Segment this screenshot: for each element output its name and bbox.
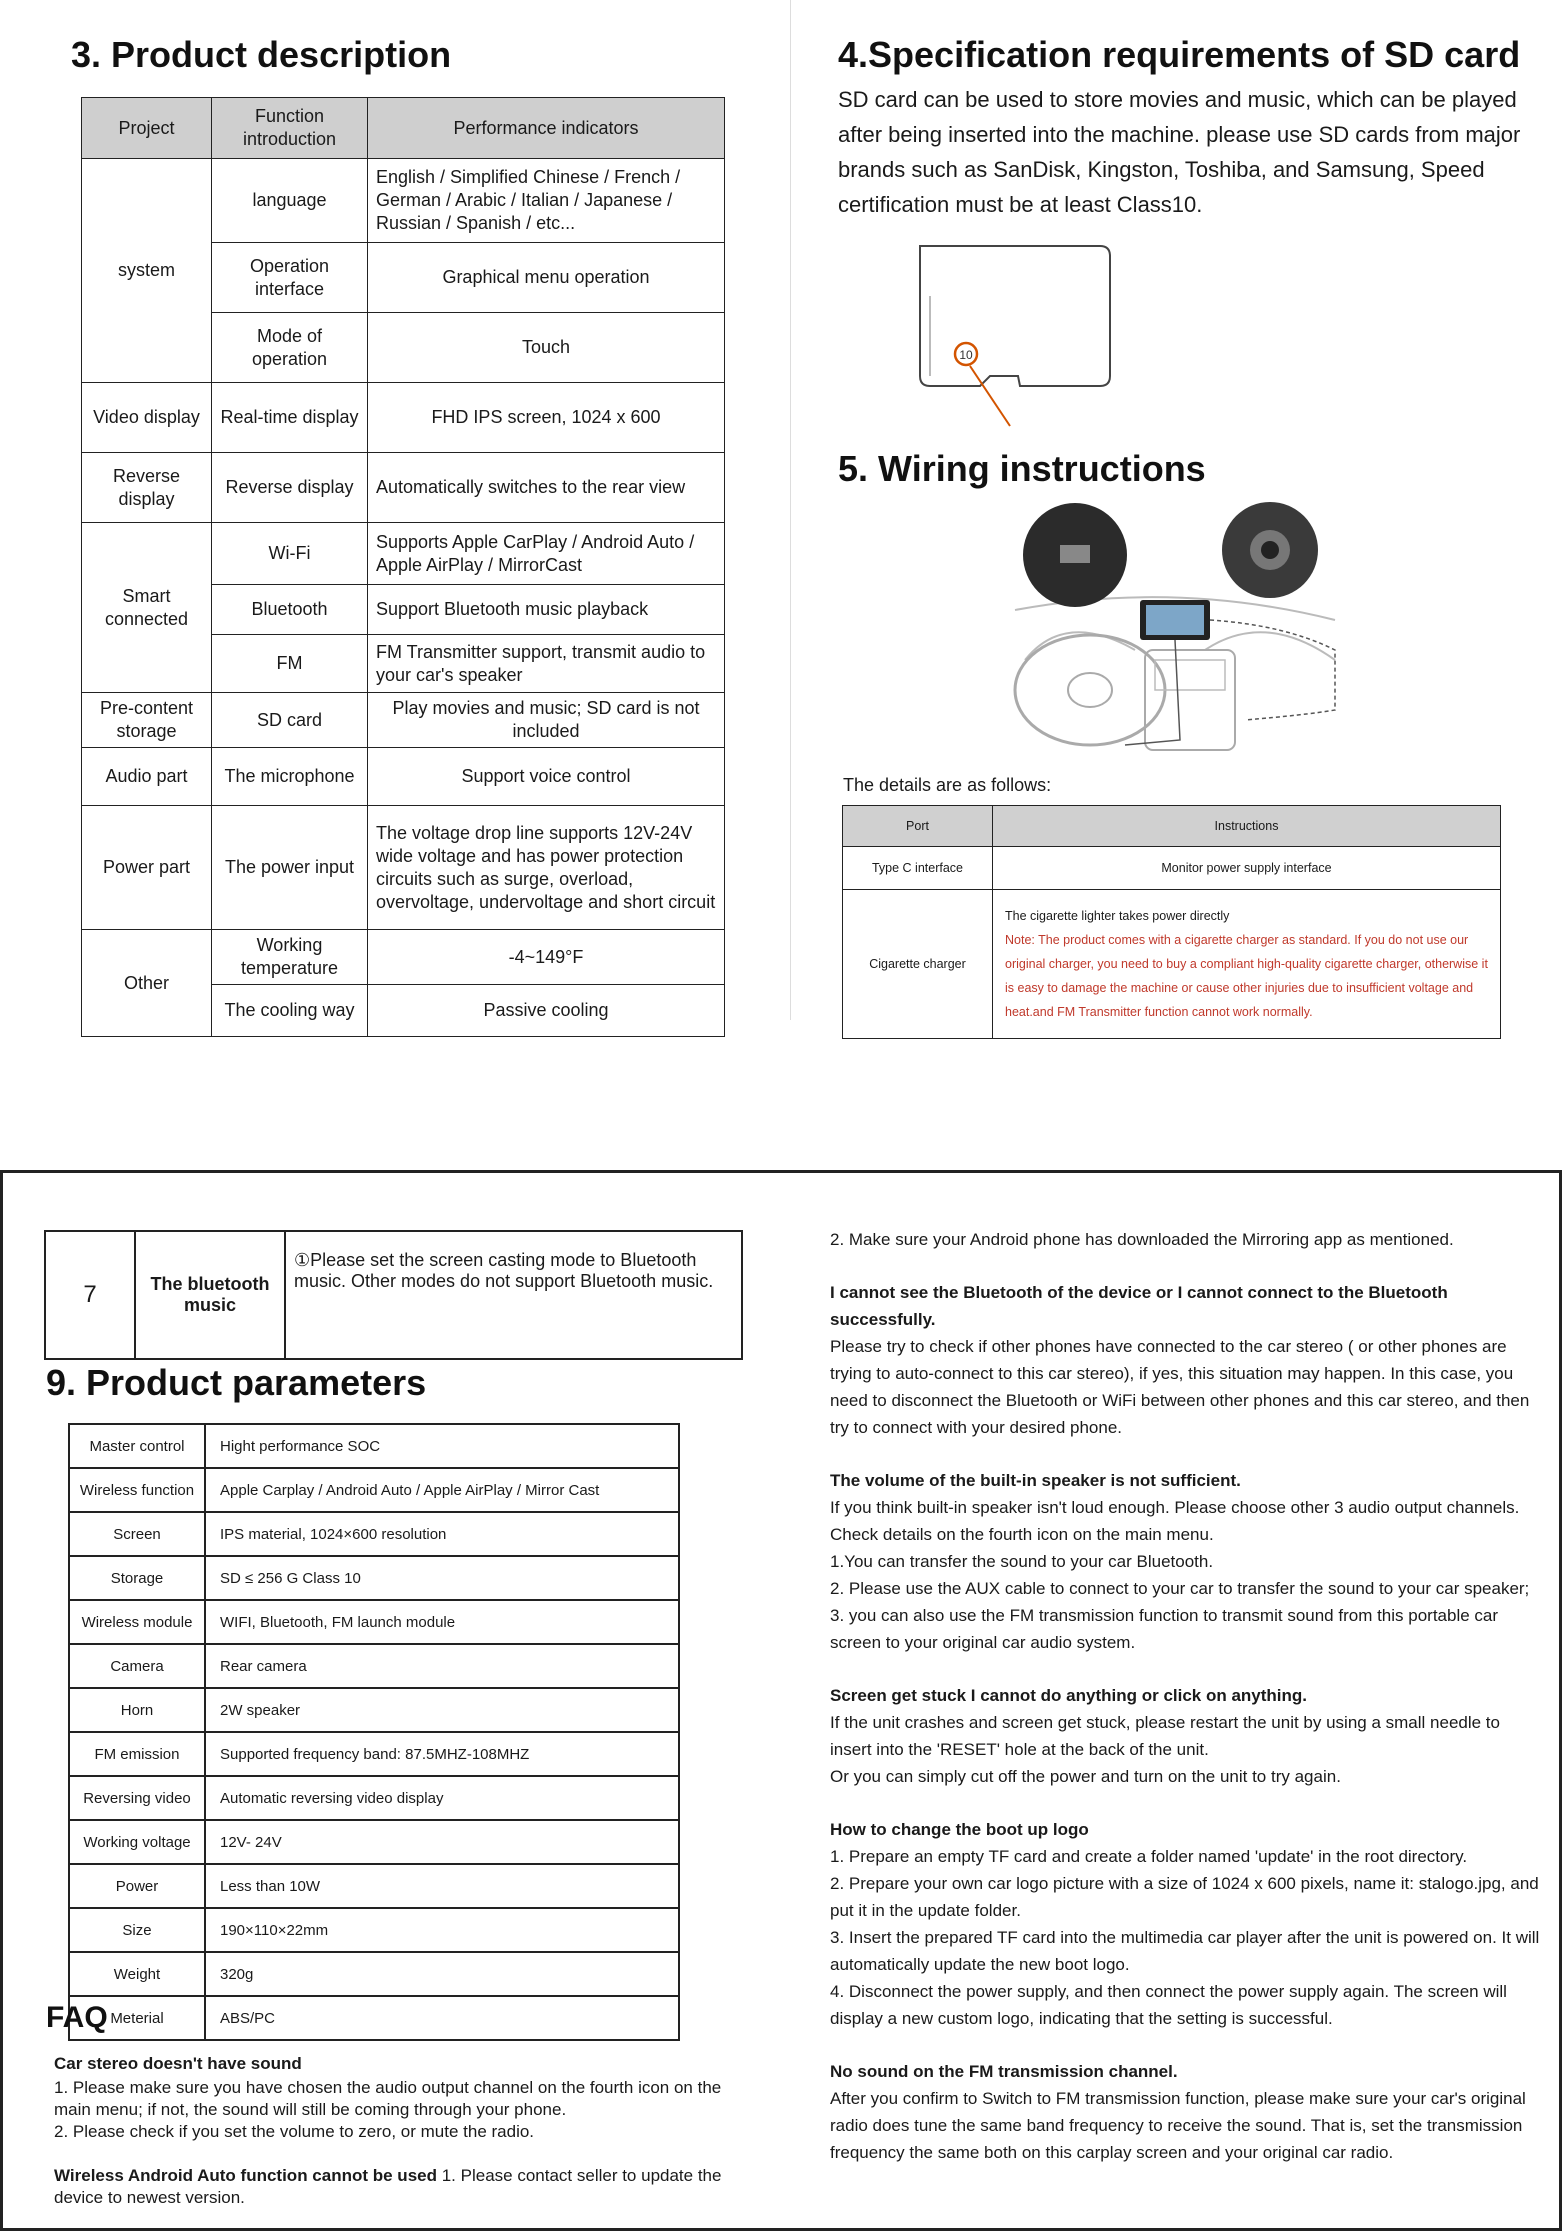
perf-cell: FM Transmitter support, transmit audio to your car's speaker: [368, 635, 725, 693]
faq-vol-text: If you think built-in speaker isn't loud enough. Please choose other 3 audio output channels. Check details on the fourth icon on the main menu.: [830, 1498, 1520, 1544]
parameter-row: [69, 1468, 679, 1512]
parameter-key: Reversing video: [69, 1776, 205, 1820]
faq-stuck-title: Screen get stuck I cannot do anything or click on anything.: [830, 1686, 1308, 1705]
parameter-key: Meterial: [69, 1996, 205, 2040]
faq-vol-2: 2. Please use the AUX cable to connect to your car to transfer the sound to your car speaker;: [830, 1579, 1530, 1598]
faq-logo-1: 1. Prepare an empty TF card and create a folder named 'update' in the root directory.: [830, 1847, 1468, 1866]
row-text: ①Please set the screen casting mode to Bluetooth music. Other modes do not support Bluetooth music.: [285, 1231, 742, 1359]
parameter-key: Size: [69, 1908, 205, 1952]
faq-vol-1: 1.You can transfer the sound to your car Bluetooth.: [830, 1552, 1214, 1571]
port-cell: Cigarette charger: [843, 890, 993, 1039]
function-cell: The microphone: [212, 748, 368, 806]
parameter-value: Automatic reversing video display: [205, 1776, 679, 1820]
sd-card-illustration: [910, 236, 1120, 436]
left-border: [0, 1170, 3, 2231]
function-cell: language: [212, 159, 368, 243]
parameter-value: SD ≤ 256 G Class 10: [205, 1556, 679, 1600]
faq-no-sound-1: 1. Please make sure you have chosen the audio output channel on the fourth icon on the main menu; if not, the sound will still be coming through your phone.: [54, 2078, 722, 2119]
function-cell: Wi-Fi: [212, 523, 368, 585]
perf-cell: Supports Apple CarPlay / Android Auto / Apple AirPlay / MirrorCast: [368, 523, 725, 585]
vertical-divider-top: [790, 0, 791, 1020]
instruction-cell: [993, 890, 1501, 1039]
project-other: Other: [82, 930, 212, 1037]
faq-logo-3: 3. Insert the prepared TF card into the multimedia car player after the unit is powered on. It will automatically update the new boot logo.: [830, 1928, 1540, 1974]
parameter-key: Wireless module: [69, 1600, 205, 1644]
project-audio: Audio part: [82, 748, 212, 806]
port-cell: Type C interface: [843, 847, 993, 890]
perf-cell: Support voice control: [368, 748, 725, 806]
parameter-key: Screen: [69, 1512, 205, 1556]
faq-bt-title: I cannot see the Bluetooth of the device or I cannot connect to the Bluetooth successfully.: [830, 1283, 1448, 1329]
faq-logo-title: How to change the boot up logo: [830, 1820, 1089, 1839]
wiring-table: [842, 805, 1501, 1039]
sd-spec-title: 4.Specification requirements of SD card: [838, 34, 1521, 75]
header-project: Project: [82, 98, 212, 159]
parameter-value: 12V- 24V: [205, 1820, 679, 1864]
parameter-key: FM emission: [69, 1732, 205, 1776]
parameter-row: [69, 1996, 679, 2040]
parameter-row: [69, 1776, 679, 1820]
function-cell: Working temperature: [212, 930, 368, 985]
faq-no-sound-title: Car stereo doesn't have sound: [54, 2054, 302, 2073]
sd-spec-text: SD card can be used to store movies and music, which can be played after being inserted into the machine. please use SD cards from major brands such as SanDisk, Kingston, Toshiba, and Samsung, Speed certification must be at least Class10.: [838, 87, 1521, 217]
faq-fm-title: No sound on the FM transmission channel.: [830, 2062, 1178, 2081]
parameter-row: [69, 1952, 679, 1996]
product-description-table: [81, 97, 725, 1037]
parameter-value: IPS material, 1024×600 resolution: [205, 1512, 679, 1556]
bluetooth-table: [44, 1230, 743, 1360]
parameter-value: WIFI, Bluetooth, FM launch module: [205, 1600, 679, 1644]
function-cell: The cooling way: [212, 985, 368, 1037]
faq-android: [54, 2165, 754, 2207]
parameter-row: [69, 1688, 679, 1732]
faq-android-text: 1. Please contact seller to update the device to newest version.: [54, 2166, 722, 2207]
perf-cell: Passive cooling: [368, 985, 725, 1037]
parameter-row: [69, 1820, 679, 1864]
perf-cell: Graphical menu operation: [368, 243, 725, 313]
parameter-key: Weight: [69, 1952, 205, 1996]
row-label: The bluetooth music: [135, 1231, 285, 1359]
function-cell: Reverse display: [212, 453, 368, 523]
function-cell: The power input: [212, 806, 368, 930]
product-description-title: 3. Product description: [71, 34, 452, 75]
product-parameters-table: [68, 1423, 680, 2041]
parameter-row: [69, 1908, 679, 1952]
parameter-row: [69, 1732, 679, 1776]
perf-cell: -4~149°F: [368, 930, 725, 985]
faq-right: [830, 1226, 1542, 2166]
faq-stuck-text2: Or you can simply cut off the power and turn on the unit to try again.: [830, 1767, 1341, 1786]
faq-android-title: Wireless Android Auto function cannot be used: [54, 2166, 437, 2185]
parameter-row: [69, 1600, 679, 1644]
wiring-illustration: [1005, 500, 1345, 765]
parameter-value: Rear camera: [205, 1644, 679, 1688]
faq-title: FAQ: [46, 2001, 108, 2034]
function-cell: Real-time display: [212, 383, 368, 453]
wiring-title: 5. Wiring instructions: [838, 448, 1206, 489]
parameter-row: [69, 1864, 679, 1908]
horizontal-divider: [0, 1170, 1562, 1173]
parameter-value: Hight performance SOC: [205, 1424, 679, 1468]
header-port: Port: [843, 806, 993, 847]
parameter-value: Supported frequency band: 87.5MHZ-108MHZ: [205, 1732, 679, 1776]
perf-cell: Automatically switches to the rear view: [368, 453, 725, 523]
parameter-key: Camera: [69, 1644, 205, 1688]
product-parameters-title: 9. Product parameters: [46, 1362, 427, 1403]
faq-bt-text: Please try to check if other phones have connected to the car stereo ( or other phones are trying to auto-connect to this car stereo), if yes, this situation may happen. In this case, you need to disconnect the Bluetooth or WiFi between other phones and this car stereo, and then try to connect with your desired phone.: [830, 1337, 1530, 1437]
parameter-key: Master control: [69, 1424, 205, 1468]
faq-fm-text: After you confirm to Switch to FM transmission function, please make sure your car's original radio does tune the same band frequency to receive the sound. That is, set the transmission frequency the same both on this carplay screen and your original car radio.: [830, 2089, 1526, 2162]
project-power: Power part: [82, 806, 212, 930]
parameter-key: Storage: [69, 1556, 205, 1600]
function-cell: SD card: [212, 693, 368, 748]
parameter-value: 190×110×22mm: [205, 1908, 679, 1952]
project-video: Video display: [82, 383, 212, 453]
parameter-value: 2W speaker: [205, 1688, 679, 1732]
project-system: system: [82, 159, 212, 383]
instruction-cell: Monitor power supply interface: [993, 847, 1501, 890]
perf-cell: English / Simplified Chinese / French / German / Arabic / Italian / Japanese / Russian / Spanish / etc...: [368, 159, 725, 243]
project-reverse: Reverse display: [82, 453, 212, 523]
faq-logo-2: 2. Prepare your own car logo picture with a size of 1024 x 600 pixels, name it: stalogo.jpg, and put it in the update folder.: [830, 1874, 1539, 1920]
header-instructions: Instructions: [993, 806, 1501, 847]
card-badge-text: 10: [959, 348, 973, 362]
faq-vol-title: The volume of the built-in speaker is not sufficient.: [830, 1471, 1241, 1490]
wiring-details-label: The details are as follows:: [843, 775, 1052, 795]
perf-cell: FHD IPS screen, 1024 x 600: [368, 383, 725, 453]
function-cell: Operation interface: [212, 243, 368, 313]
parameter-row: [69, 1424, 679, 1468]
parameter-row: [69, 1512, 679, 1556]
parameter-key: Power: [69, 1864, 205, 1908]
perf-cell: Play movies and music; SD card is not included: [368, 693, 725, 748]
parameter-value: Less than 10W: [205, 1864, 679, 1908]
perf-cell: Support Bluetooth music playback: [368, 585, 725, 635]
parameter-row: [69, 1556, 679, 1600]
faq-stuck-text: If the unit crashes and screen get stuck, please restart the unit by using a small needle to insert into the 'RESET' hole at the back of the unit.: [830, 1713, 1500, 1759]
perf-cell: The voltage drop line supports 12V-24V wide voltage and has power protection circuits such as surge, overload, overvoltage, undervoltage and short circuit: [368, 806, 725, 930]
faq-mirroring: 2. Make sure your Android phone has downloaded the Mirroring app as mentioned.: [830, 1230, 1454, 1249]
project-smart: Smart connected: [82, 523, 212, 693]
header-function: Function introduction: [212, 98, 368, 159]
faq-no-sound-2: 2. Please check if you set the volume to zero, or mute the radio.: [54, 2122, 535, 2141]
faq-logo-4: 4. Disconnect the power supply, and then connect the power supply again. The screen will display a new custom logo, indicating that the setting is successful.: [830, 1982, 1507, 2028]
instruction-text: The cigarette lighter takes power directly: [1005, 909, 1230, 923]
project-precontent: Pre-content storage: [82, 693, 212, 748]
function-cell: Bluetooth: [212, 585, 368, 635]
faq-left: [54, 2050, 754, 2207]
parameter-key: Horn: [69, 1688, 205, 1732]
row-number: 7: [45, 1231, 135, 1359]
parameter-key: Working voltage: [69, 1820, 205, 1864]
instruction-note: Note: The product comes with a cigarette charger as standard. If you do not use our original charger, you need to buy a compliant high-quality cigarette charger, otherwise it is easy to damage the machine or cause other injuries due to insufficient voltage and heat.and FM Transmitter function cannot work normally.: [1005, 933, 1488, 1019]
parameter-value: ABS/PC: [205, 1996, 679, 2040]
parameter-value: Apple Carplay / Android Auto / Apple AirPlay / Mirror Cast: [205, 1468, 679, 1512]
function-cell: Mode of operation: [212, 313, 368, 383]
header-performance: Performance indicators: [368, 98, 725, 159]
faq-vol-3: 3. you can also use the FM transmission function to transmit sound from this portable car screen to your original car audio system.: [830, 1606, 1499, 1652]
function-cell: FM: [212, 635, 368, 693]
parameter-value: 320g: [205, 1952, 679, 1996]
perf-cell: Touch: [368, 313, 725, 383]
parameter-key: Wireless function: [69, 1468, 205, 1512]
parameter-row: [69, 1644, 679, 1688]
